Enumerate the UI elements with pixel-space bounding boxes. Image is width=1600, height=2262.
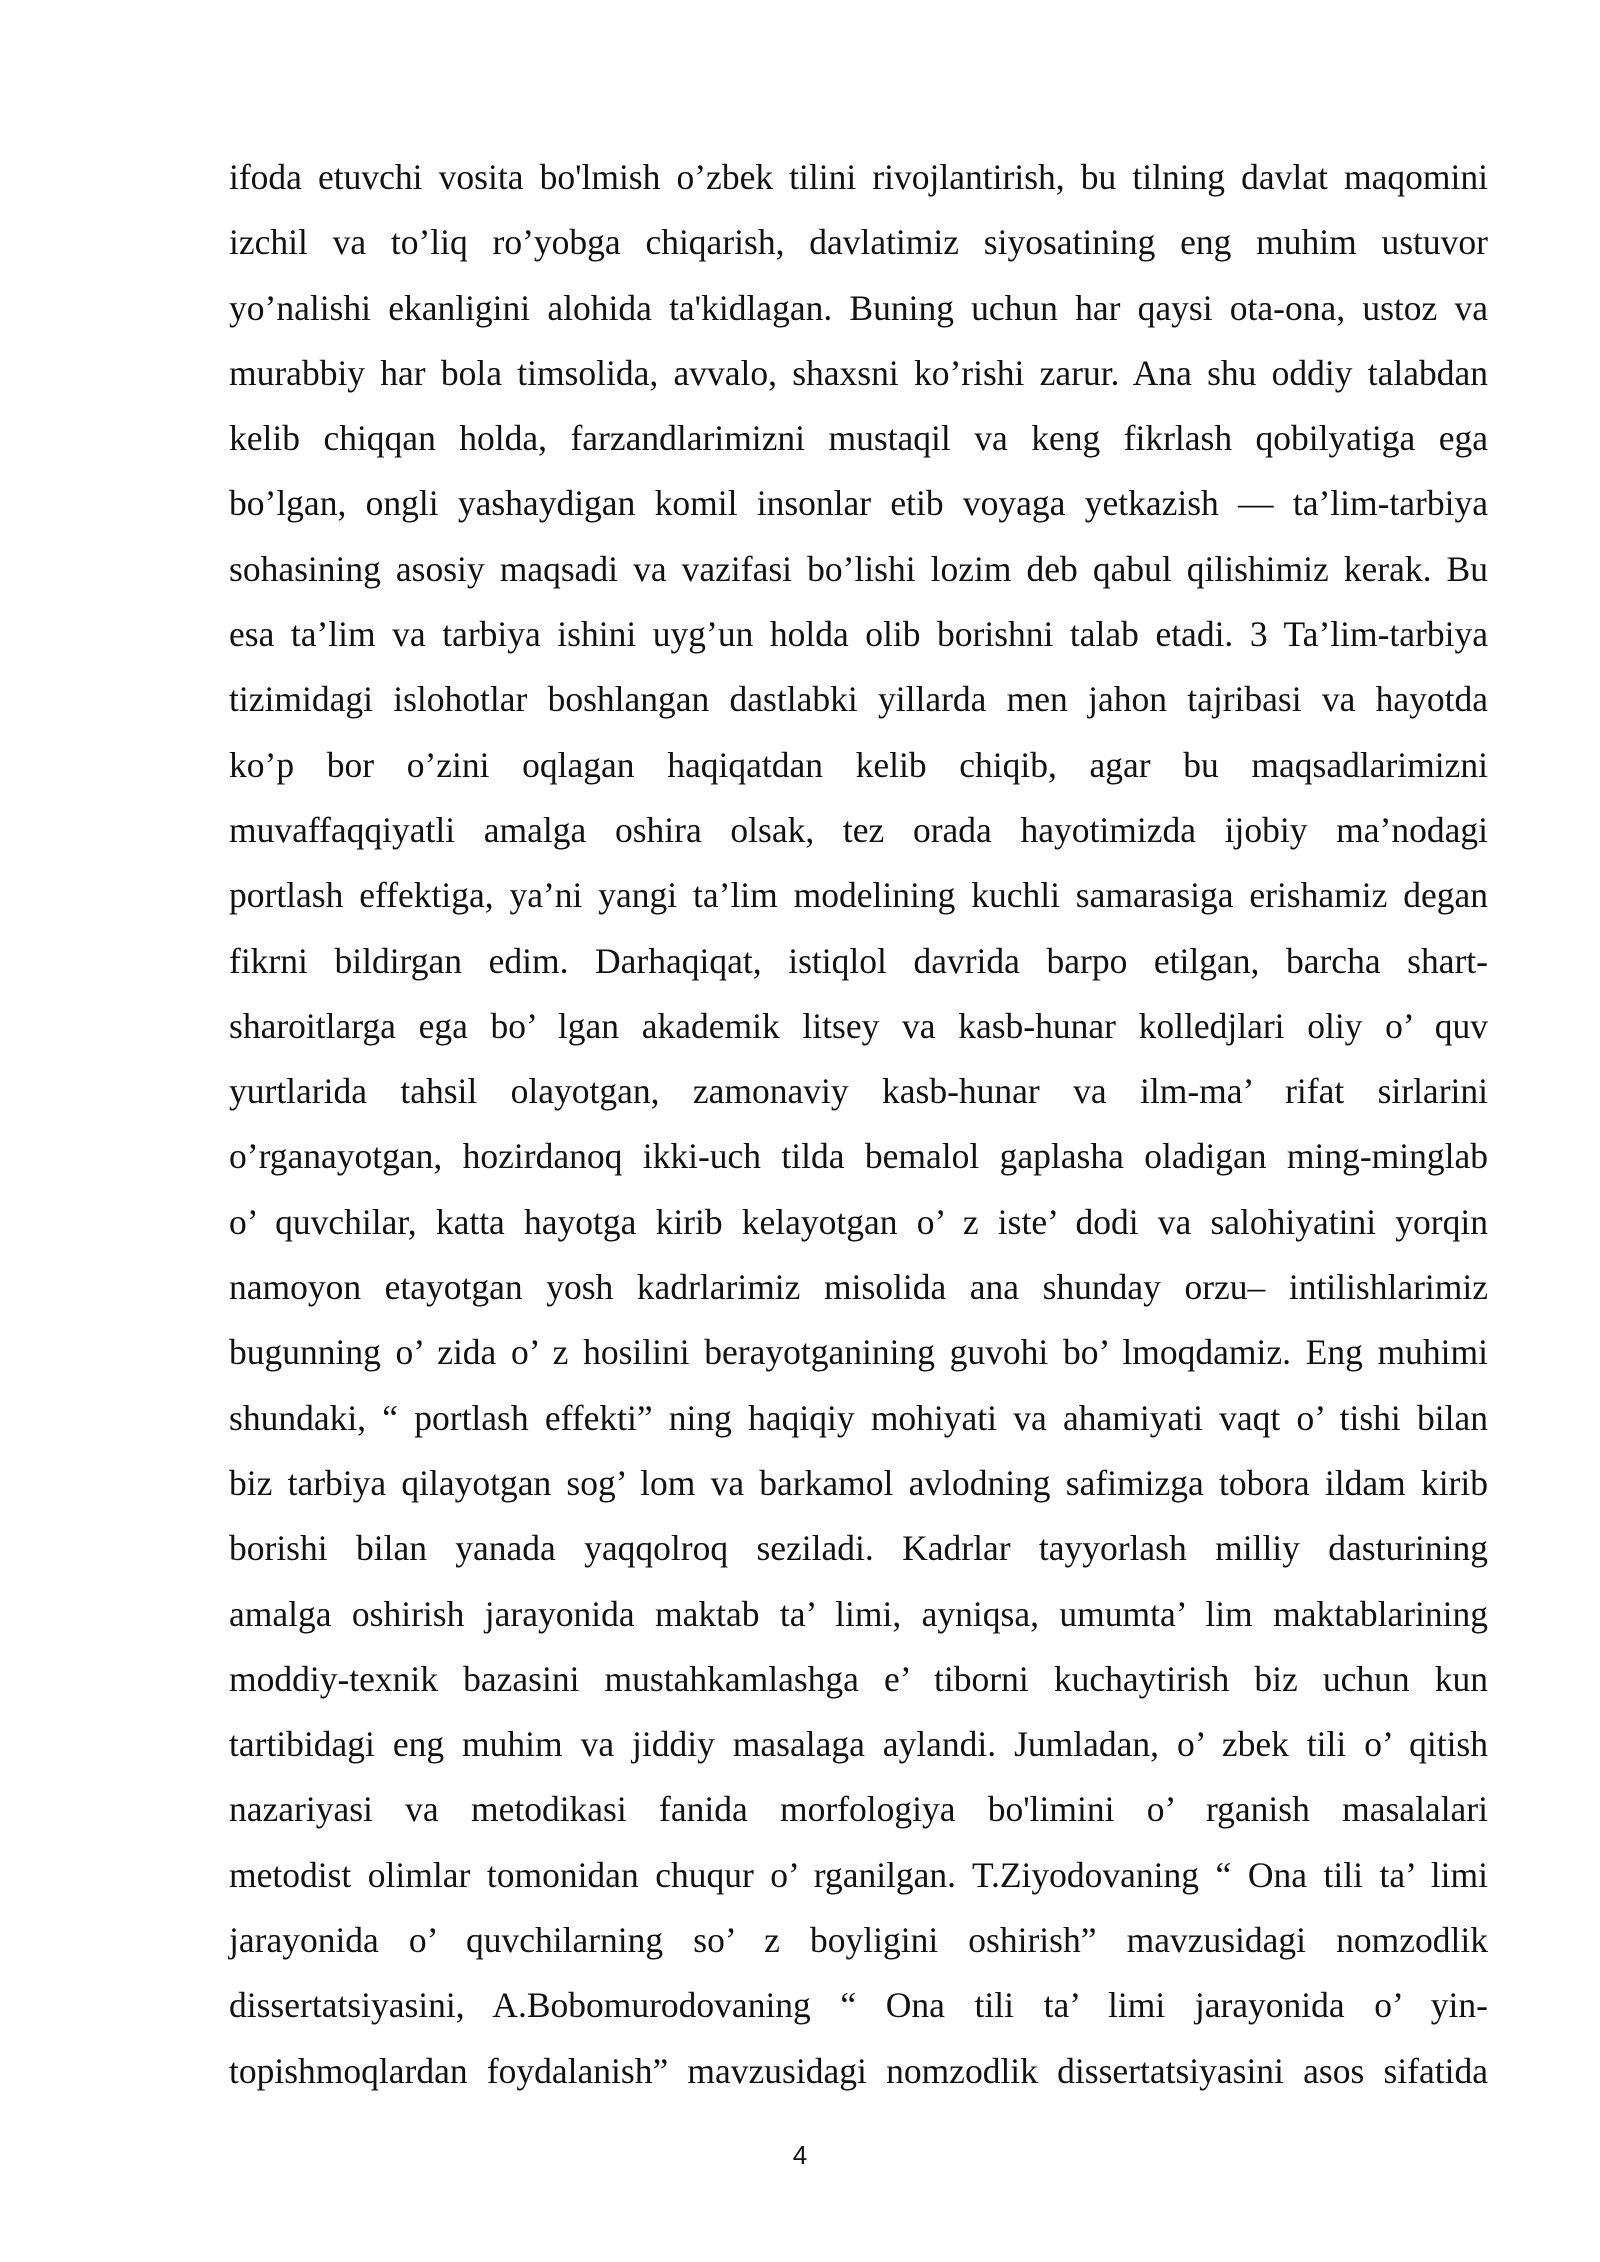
text-line: o’rganayotgan, hozirdanoq ikki-uch tilda bemalol gaplasha oladigan ming-minglab — [229, 1136, 1488, 1177]
text-line: tizimidagi islohotlar boshlangan dastlabki yillarda men jahon tajribasi va hayotda — [229, 679, 1488, 720]
text-line: yo’nalishi ekanligini alohida ta'kidlagan. Buning uchun har qaysi ota-ona, ustoz va — [229, 287, 1488, 328]
text-line: ko’p bor o’zini oqlagan haqiqatdan kelib chiqib, agar bu maqsadlarimizni — [229, 744, 1488, 785]
text-line: dissertatsiyasini, A.Bobomurodovaning “ Ona tili ta’ limi jarayonida o’ yin- — [229, 1985, 1488, 2026]
text-line: shundaki, “ portlash effekti” ning haqiqiy mohiyati va ahamiyati vaqt o’ tishi bilan — [229, 1397, 1488, 1438]
text-line: sharoitlarga ega bo’ lgan akademik litsey va kasb-hunar kolledjlari oliy o’ quv — [229, 1005, 1488, 1046]
text-line: amalga oshirish jarayonida maktab ta’ limi, ayniqsa, umumta’ lim maktablarining — [229, 1593, 1488, 1634]
text-line: izchil va to’liq ro’yobga chiqarish, davlatimiz siyosatining eng muhim ustuvor — [229, 222, 1488, 263]
text-line: sohasining asosiy maqsadi va vazifasi bo’lishi lozim deb qabul qilishimiz kerak. Bu — [229, 548, 1488, 589]
text-line: borishi bilan yanada yaqqolroq seziladi. Kadrlar tayyorlash milliy dasturining — [229, 1528, 1488, 1569]
text-line: o’ quvchilar, katta hayotga kirib kelayotgan o’ z iste’ dodi va salohiyatini yorqin — [229, 1201, 1488, 1242]
page-number: 4 — [792, 2140, 808, 2170]
text-line: nazariyasi va metodikasi fanida morfologiya bo'limini o’ rganish masalalari — [229, 1789, 1488, 1830]
text-line: portlash effektiga, ya’ni yangi ta’lim modelining kuchli samarasiga erishamiz degan — [229, 875, 1488, 916]
text-line: ifoda etuvchi vosita bo'lmish o’zbek tilini rivojlantirish, bu tilning davlat maqomini — [229, 157, 1488, 197]
text-line: kelib chiqqan holda, farzandlarimizni mustaqil va keng fikrlash qobilyatiga ega — [229, 418, 1488, 459]
text-line: moddiy-texnik bazasini mustahkamlashga e’ tiborni kuchaytirish biz uchun kun — [229, 1658, 1488, 1699]
text-line: muvaffaqqiyatli amalga oshira olsak, tez orada hayotimizda ijobiy ma’nodagi — [229, 809, 1488, 850]
text-line: jarayonida o’ quvchilarning so’ z boyligini oshirish” mavzusidagi nomzodlik — [229, 1920, 1488, 1961]
text-line: topishmoqlardan foydalanish” mavzusidagi nomzodlik dissertatsiyasini asos sifatida — [229, 2050, 1488, 2091]
text-line: biz tarbiya qilayotgan sog’ lom va barkamol avlodning safimizga tobora ildam kirib — [229, 1462, 1488, 1503]
text-line: fikrni bildirgan edim. Darhaqiqat, istiqlol davrida barpo etilgan, barcha shart- — [229, 940, 1488, 981]
body-text — [229, 145, 1488, 2104]
text-line: tartibidagi eng muhim va jiddiy masalaga aylandi. Jumladan, o’ zbek tili o’ qitish — [229, 1724, 1488, 1765]
text-line: bugunning o’ zida o’ z hosilini berayotganining guvohi bo’ lmoqdamiz. Eng muhimi — [229, 1332, 1488, 1373]
text-line: murabbiy har bola timsolida, avvalo, shaxsni ko’rishi zarur. Ana shu oddiy talabdan — [229, 352, 1488, 393]
text-line: yurtlarida tahsil olayotgan, zamonaviy kasb-hunar va ilm-ma’ rifat sirlarini — [229, 1071, 1488, 1112]
text-line: namoyon etayotgan yosh kadrlarimiz misolida ana shunday orzu– intilishlarimiz — [229, 1267, 1488, 1308]
text-line: metodist olimlar tomonidan chuqur o’ rganilgan. T.Ziyodovaning “ Ona tili ta’ limi — [229, 1854, 1488, 1895]
text-line: esa ta’lim va tarbiya ishini uyg’un holda olib borishni talab etadi. 3 Ta’lim-tarbiya — [229, 614, 1488, 655]
text-line: bo’lgan, ongli yashaydigan komil insonlar etib voyaga yetkazish — ta’lim-tarbiya — [229, 483, 1488, 524]
